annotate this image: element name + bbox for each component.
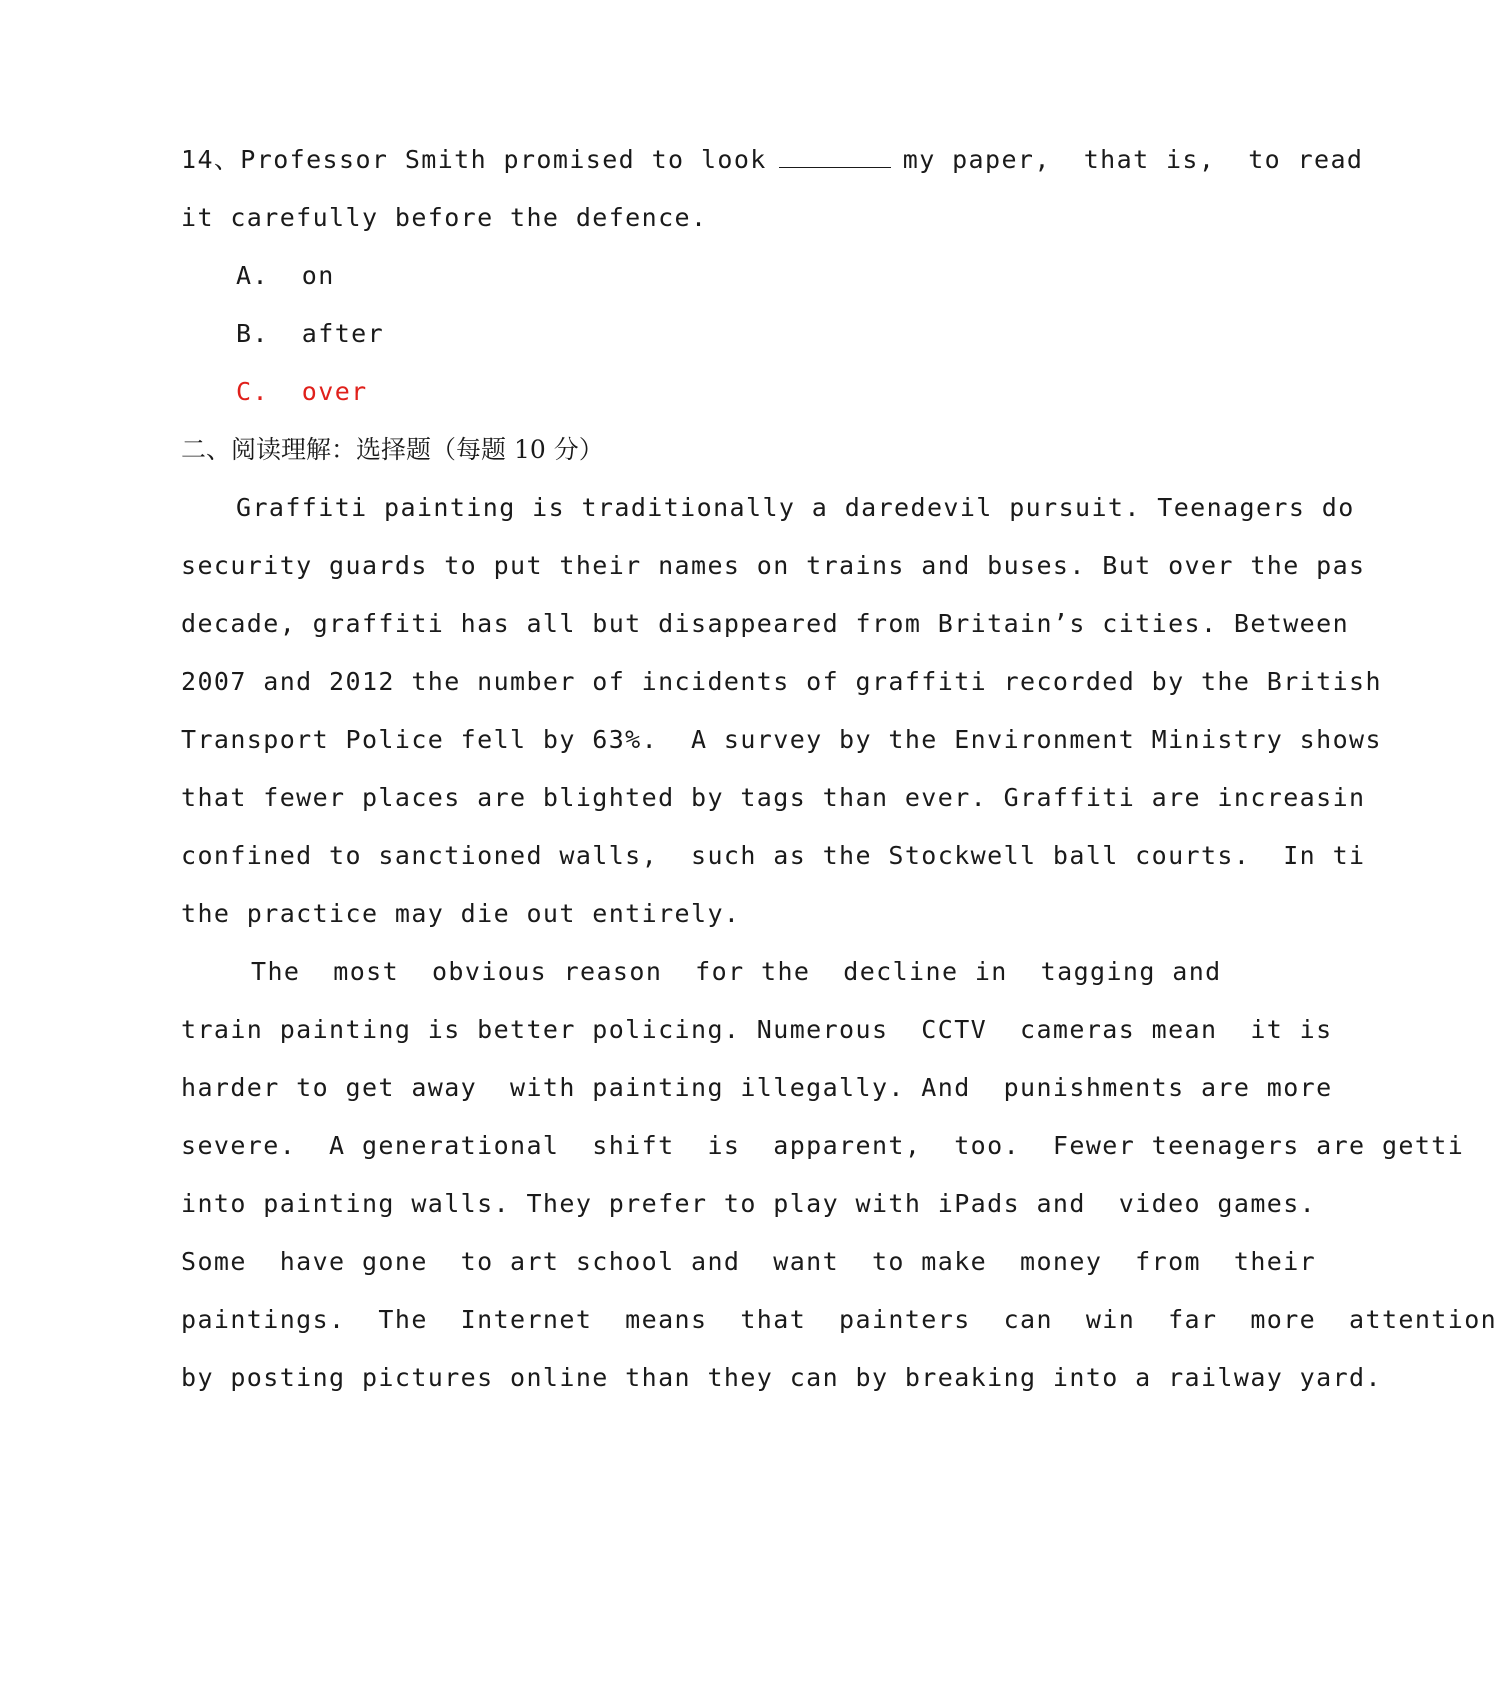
passage-line: into painting walls. They prefer to play with iPads and video games. xyxy=(181,1189,1317,1218)
passage-line: security guards to put their names on trains and buses. But over the pas xyxy=(181,551,1366,580)
passage-line: Graffiti painting is traditionally a daredevil pursuit. Teenagers do xyxy=(236,493,1355,522)
passage-line: severe. A generational shift is apparent, too. Fewer teenagers are getti xyxy=(181,1131,1465,1160)
passage-line: by posting pictures online than they can by breaking into a railway yard. xyxy=(181,1363,1382,1392)
passage-line: that fewer places are blighted by tags than ever. Graffiti are increasin xyxy=(181,783,1366,812)
passage-line: harder to get away with painting illegally. And punishments are more xyxy=(181,1073,1333,1102)
passage-line: train painting is better policing. Numerous CCTV cameras mean it is xyxy=(181,1015,1333,1044)
passage-line: the practice may die out entirely. xyxy=(181,899,741,928)
passage-line: confined to sanctioned walls, such as the Stockwell ball courts. In ti xyxy=(181,841,1366,870)
option-c-correct: C. over xyxy=(236,377,368,406)
passage-line: Some have gone to art school and want to make money from their xyxy=(181,1247,1317,1276)
question-14-line-1 xyxy=(181,145,1363,175)
option-a: A. on xyxy=(236,261,335,290)
section-heading: 二、阅读理解：选择题（每题 10 分） xyxy=(181,435,604,464)
option-b: B. after xyxy=(236,319,385,348)
answer-blank xyxy=(779,147,891,168)
passage-line: 2007 and 2012 the number of incidents of graffiti recorded by the British xyxy=(181,667,1382,696)
question-14-stem-end: my paper, that is, to read xyxy=(902,145,1364,174)
question-14-stem-start: 14、Professor Smith promised to look xyxy=(181,145,767,174)
passage-line: decade, graffiti has all but disappeared from Britain’s cities. Between xyxy=(181,609,1350,638)
passage-line: The most obvious reason for the decline in tagging and xyxy=(251,957,1222,986)
passage-line: paintings. The Internet means that painters can win far more attention xyxy=(181,1305,1497,1334)
question-14-line-2: it carefully before the defence. xyxy=(181,203,708,232)
passage-line: Transport Police fell by 63%. A survey by the Environment Ministry shows xyxy=(181,725,1382,754)
